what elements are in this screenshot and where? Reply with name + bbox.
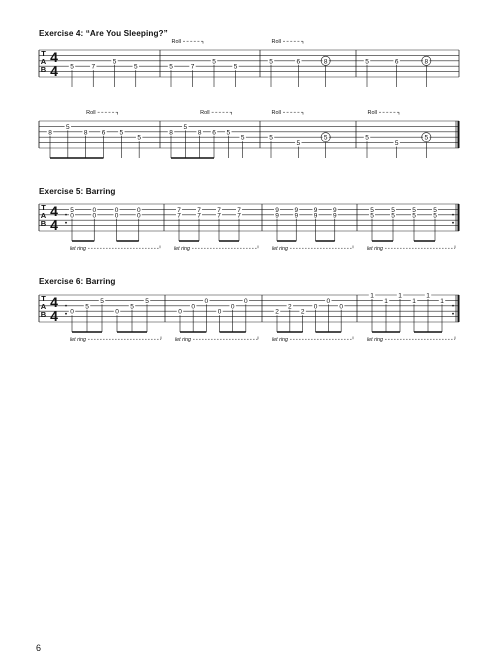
let-ring-label: let ring — [70, 246, 86, 252]
fret-number: 1 — [412, 297, 416, 305]
fret-number: 0 — [70, 308, 74, 316]
fret-number: 5 — [119, 129, 124, 137]
fret-number: 1 — [384, 297, 388, 305]
fret-number: 8 — [48, 129, 52, 137]
fret-number: 5 — [433, 212, 437, 220]
fret-number: 0 — [114, 212, 119, 220]
fret-number: 7 — [217, 212, 221, 220]
fret-number: 5 — [370, 212, 374, 220]
fret-number: 7 — [197, 206, 201, 214]
fret-number: 0 — [339, 303, 343, 311]
fret-number: 0 — [115, 308, 119, 316]
let-ring-label: let ring — [367, 246, 383, 252]
let-ring-label: let ring — [70, 337, 86, 343]
roll-label: Roll — [86, 110, 96, 116]
fret-number: 5 — [100, 297, 104, 305]
fret-number: 5 — [433, 206, 437, 214]
repeat-dot — [452, 214, 454, 216]
let-ring-label: let ring — [272, 246, 288, 252]
repeat-dot — [65, 214, 67, 216]
time-signature-bottom: 4 — [50, 308, 58, 324]
fret-number: 5 — [66, 123, 70, 131]
page-number: 6 — [36, 643, 42, 653]
tab-clef-letter: B — [40, 310, 47, 319]
fret-number: 6 — [394, 58, 399, 66]
fret-number-circled: 5 — [424, 134, 429, 142]
fret-number: 8 — [83, 129, 88, 137]
fret-number: 5 — [137, 134, 141, 142]
fret-number: 1 — [440, 297, 444, 305]
fret-number-circled: 8 — [323, 58, 328, 66]
fret-number: 5 — [233, 63, 238, 71]
fret-number: 5 — [365, 58, 369, 66]
time-signature-bottom: 4 — [50, 217, 58, 233]
fret-number: 5 — [365, 134, 369, 142]
fret-number: 1 — [370, 292, 374, 300]
fret-number: 0 — [230, 303, 235, 311]
exercise-4-title: Exercise 4: “Are You Sleeping?” — [39, 29, 168, 38]
fret-number: 0 — [92, 206, 97, 214]
fret-number: 5 — [269, 134, 273, 142]
fret-number: 9 — [313, 206, 318, 214]
fret-number: 7 — [190, 63, 195, 71]
fret-number: 5 — [240, 134, 245, 142]
time-signature-top: 4 — [50, 294, 58, 310]
fret-number: 7 — [197, 212, 201, 220]
fret-number: 1 — [426, 292, 430, 300]
let-ring-label: let ring — [272, 337, 288, 343]
fret-number: 7 — [177, 212, 181, 220]
fret-number: 5 — [394, 140, 399, 148]
roll-label: Roll — [271, 39, 281, 45]
fret-number: 6 — [101, 129, 106, 137]
roll-label: Roll — [200, 110, 210, 116]
fret-number: 7 — [217, 206, 221, 214]
final-barline-thick — [458, 121, 460, 148]
roll-label: Roll — [171, 39, 181, 45]
fret-number: 5 — [145, 297, 149, 305]
fret-number: 9 — [332, 212, 337, 220]
fret-number: 0 — [326, 297, 331, 305]
fret-number: 5 — [212, 58, 216, 66]
exercise-5-title: Exercise 5: Barring — [39, 187, 116, 196]
fret-number: 2 — [275, 308, 279, 316]
fret-number: 8 — [169, 129, 173, 137]
fret-number: 5 — [183, 123, 188, 131]
fret-number: 5 — [412, 212, 416, 220]
fret-number: 0 — [244, 297, 248, 305]
fret-number: 7 — [237, 206, 241, 214]
fret-number: 5 — [226, 129, 231, 137]
fret-number: 0 — [191, 303, 195, 311]
fret-number: 1 — [398, 292, 402, 300]
fret-number: 5 — [370, 206, 374, 214]
fret-number: 7 — [177, 206, 181, 214]
fret-number: 9 — [275, 212, 279, 220]
fret-number-circled: 8 — [424, 58, 429, 66]
fret-number: 5 — [169, 63, 173, 71]
fret-number: 0 — [70, 212, 74, 220]
fret-number: 5 — [412, 206, 416, 214]
fret-number: 5 — [133, 63, 138, 71]
fret-number: 5 — [269, 58, 273, 66]
fret-number: 0 — [313, 303, 318, 311]
fret-number: 0 — [136, 212, 141, 220]
fret-number: 5 — [70, 206, 74, 214]
let-ring-label: let ring — [175, 337, 191, 343]
tab-clef-letter: T — [41, 49, 46, 58]
final-barline-thick — [458, 295, 460, 322]
fret-number: 0 — [92, 212, 97, 220]
tab-clef-letter: T — [41, 203, 46, 212]
tab-clef-letter: A — [40, 57, 47, 66]
fret-number: 5 — [391, 212, 395, 220]
repeat-dot — [452, 222, 454, 224]
final-barline-thick — [458, 204, 460, 231]
fret-number: 0 — [204, 297, 209, 305]
tab-clef-letter: T — [41, 294, 46, 303]
fret-number: 7 — [91, 63, 96, 71]
fret-number: 2 — [300, 308, 305, 316]
repeat-dot — [65, 313, 67, 315]
fret-number: 0 — [114, 206, 119, 214]
time-signature-top: 4 — [50, 49, 58, 65]
roll-label: Roll — [271, 110, 281, 116]
repeat-dot — [452, 305, 454, 307]
fret-number: 0 — [217, 308, 222, 316]
repeat-dot — [452, 313, 454, 315]
fret-number: 9 — [313, 212, 318, 220]
time-signature-bottom: 4 — [50, 63, 58, 79]
tab-clef-letter: B — [40, 65, 47, 74]
let-ring-label: let ring — [174, 246, 190, 252]
fret-number: 7 — [237, 212, 241, 220]
fret-number: 2 — [288, 303, 292, 311]
repeat-dot — [65, 222, 67, 224]
fret-number: 5 — [70, 63, 74, 71]
tab-staff-system — [39, 204, 460, 248]
fret-number: 9 — [275, 206, 279, 214]
fret-number: 5 — [296, 140, 301, 148]
time-signature-top: 4 — [50, 203, 58, 219]
fret-number: 5 — [391, 206, 395, 214]
let-ring-label: let ring — [367, 337, 383, 343]
fret-number: 6 — [212, 129, 216, 137]
repeat-dot — [65, 305, 67, 307]
fret-number-circled: 5 — [323, 134, 328, 142]
fret-number: 0 — [178, 308, 182, 316]
fret-number: 8 — [197, 129, 202, 137]
exercise-6-title: Exercise 6: Barring — [39, 277, 116, 286]
fret-number: 9 — [332, 206, 337, 214]
roll-label: Roll — [367, 110, 377, 116]
fret-number: 9 — [294, 212, 299, 220]
fret-number: 5 — [112, 58, 117, 66]
fret-number: 6 — [296, 58, 301, 66]
tab-clef-letter: B — [40, 219, 47, 228]
fret-number: 9 — [294, 206, 299, 214]
tab-clef-letter: A — [40, 302, 47, 311]
fret-number: 5 — [85, 303, 89, 311]
fret-number: 0 — [136, 206, 141, 214]
fret-number: 5 — [130, 303, 134, 311]
tab-clef-letter: A — [40, 211, 47, 220]
